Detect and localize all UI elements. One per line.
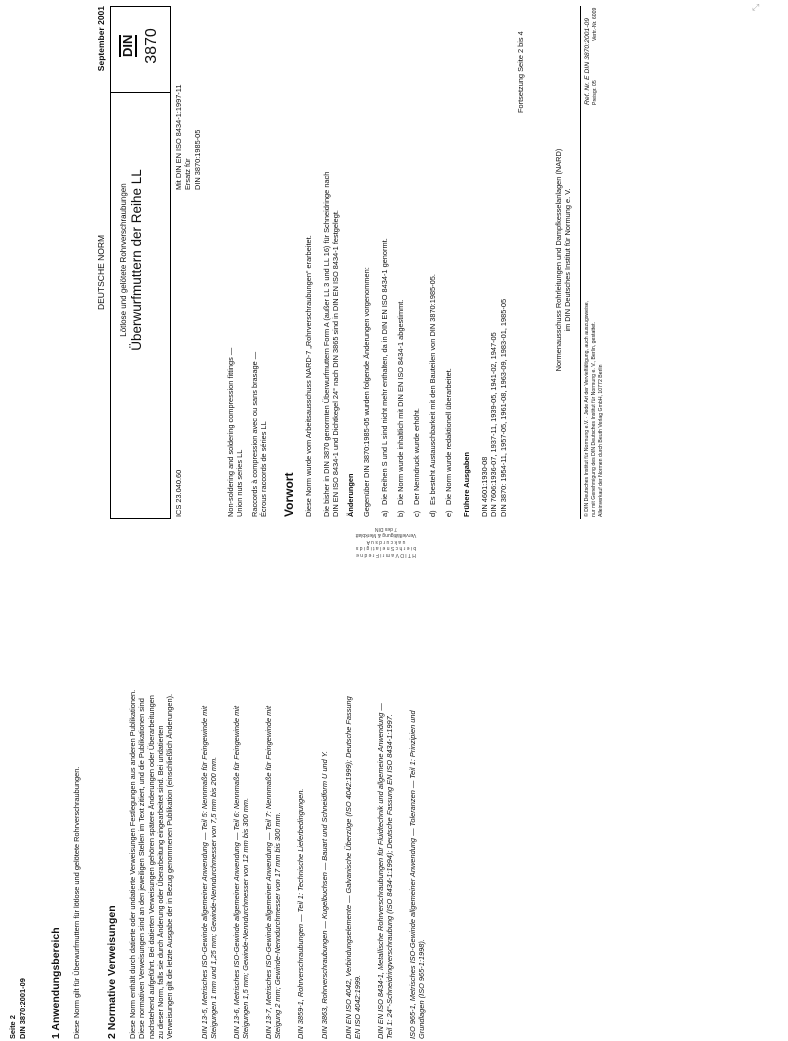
header-rule xyxy=(110,6,111,519)
doc-id: DIN 3870:2001-09 xyxy=(18,978,27,1039)
din-number: 3870 xyxy=(143,28,160,64)
stamp-line: H T I D V a m r i F r e d n e b i e r h c S n e l a t i g i d s u a k c u r d s u A xyxy=(355,539,417,558)
copyright-line: nur mit Genehmigung des DIN Deutsches Institut für Normung e. V., Berlin, gestattet. xyxy=(590,321,597,517)
page-label: Seite 2 xyxy=(8,1015,17,1039)
vorwort-heading: Vorwort xyxy=(282,472,296,517)
aenderung-item: d)Es besteht Austauschbarkeit mit den Bauteilen von DIN 3870:1985-05. xyxy=(428,274,437,517)
copyright-line: Alleinverkauf der Normen durch Beuth Verlag GmbH, 10772 Berlin xyxy=(597,364,604,517)
committee-line: Normenausschuss Rohrleitungen und Dampfkesselanlagen (NARD) xyxy=(554,148,563,372)
committee-block xyxy=(554,135,573,385)
print-stamp xyxy=(355,526,417,558)
text-line: Diese Norm enthält durch datierte oder undatierte Verweisungen Festlegungen aus anderen Publikationen. xyxy=(128,689,137,1039)
replaces-line: Ersatz für xyxy=(183,158,193,190)
reference-item: DIN 3859-1, Rohrverschraubungen — Teil 1: Technische Lieferbedingungen. xyxy=(296,788,305,1039)
vorwort-text-2 xyxy=(322,172,341,517)
text-line: Diese normativen Verweisungen sind an den jeweiligen Stellen im Text zitiert, und die Publikationen sind xyxy=(137,698,147,1039)
copyright-block xyxy=(584,301,604,517)
replaces-line: Mit DIN EN ISO 8434-1:1997-11 xyxy=(174,84,183,190)
fruehere-line: DIN 4601:1930-08 xyxy=(480,456,489,517)
text-line: zu dieser Norm, falls sie durch Änderung oder Überarbeitung eingearbeitet sind. Bei undatierten xyxy=(155,725,165,1039)
document-title: Überwurfmuttern der Reihe LL xyxy=(129,169,144,351)
reference-item: DIN EN ISO 4042, Verbindungselemente — Galvanische Überzüge (ISO 4042:1999); Deutsche Fassung EN ISO 4042:1999. xyxy=(344,696,363,1039)
fruehere-heading: Frühere Ausgaben xyxy=(462,451,471,517)
aenderungen-heading: Änderungen xyxy=(346,473,355,517)
reference-item: DIN 13-6, Metrisches ISO-Gewinde allgemeiner Anwendung — Teil 6: Nennmaße für Feingewinde mit Steigungen 1,5 mm; Gewinde-Nenndurchmesser von 12 mm bis 300 mm. xyxy=(232,705,251,1039)
french-title-line: Raccords à compression avec ou sans brasage — xyxy=(250,351,259,517)
vorwort-line: DIN EN ISO 8434-1 und Dichtkegel 24° nach DIN 3865 sind in DIN EN ISO 8434-1 festgelegt. xyxy=(331,210,341,517)
french-title-line: Écrous raccords de séries LL xyxy=(259,421,269,517)
reference-item: DIN 3863, Rohrverschraubungen — Kugelbuchsen — Bauart und Schneidform U und Y. xyxy=(320,751,329,1039)
replaces-line: DIN 3870:1985-05 xyxy=(192,129,202,190)
document-page-2 xyxy=(0,556,768,1039)
reference-item: ISO 965-1, Metrisches ISO-Gewinde allgemeiner Anwendung — Toleranzen — Teil 1: Prinzipien und Grundlagen (ISO 965-1:1998). xyxy=(408,710,427,1039)
continuation-note: Fortsetzung Seite 2 bis 4 xyxy=(516,31,525,113)
fruehere-list xyxy=(480,299,508,517)
vorwort-line: Die bisher in DIN 3870 genormten Überwurfmuttern Form A (außer LL 3 und LL 16) für Schneidringe nach xyxy=(322,171,331,517)
reference-item: DIN 13-5, Metrisches ISO-Gewinde allgemeiner Anwendung — Teil 5: Nennmaße für Feingewinde mit Steigungen 1 mm und 1,25 mm; Gewinde-Nenndurchmesser von 7,5 mm bis 200 mm. xyxy=(200,705,219,1039)
fruehere-line: DIN 3870: 1954-11, 1957-05, 1961-08, 1963-09, 1983-01, 1985-05 xyxy=(498,298,508,517)
section-1-heading: 1 Anwendungsbereich xyxy=(50,927,62,1039)
section-1-text: Diese Norm gilt für Überwurfmuttern für lötlose und gelötete Rohrverschraubungen. xyxy=(72,766,81,1039)
reference-item: DIN 13-7, Metrisches ISO-Gewinde allgemeiner Anwendung — Teil 7: Nennmaße für Feingewinde mit Steigung 2 mm; Gewinde-Nenndurchmesser von 17 mm bis 300 mm. xyxy=(264,705,283,1039)
vertriebs-number: Vertr.-Nr. 6009 xyxy=(592,7,598,41)
section-2-heading: 2 Normative Verweisungen xyxy=(106,905,118,1039)
reference-item: DIN EN ISO 8434-1, Metallische Rohrverschraubungen für Fluidtechnik und allgemeine Anwendung — Teil 1: 24°-Schneidringverschraubung (ISO 8434-1:1994); Deutsche Fassung EN ISO 8434-1:1997. xyxy=(376,703,395,1039)
aenderung-item: b)Die Norm wurde inhaltlich mit DIN EN ISO 8434-1 abgestimmt. xyxy=(396,299,405,517)
aenderung-item: a)Die Reihen S und L sind nicht mehr enthalten, da in DIN EN ISO 8434-1 genormt. xyxy=(380,238,389,517)
aenderungen-intro: Gegenüber DIN 3870:1985-05 wurden folgende Änderungen vorgenommen: xyxy=(362,267,371,517)
document-page-1 xyxy=(0,0,768,530)
aenderung-item: e)Die Norm wurde redaktionell überarbeitet. xyxy=(444,368,453,517)
title-rule xyxy=(170,6,171,519)
document-subtitle: Lötlose und gelötete Rohrverschraubungen xyxy=(119,183,128,337)
expand-icon[interactable]: ⤢ xyxy=(752,2,760,12)
ics-code: ICS 23.040.60 xyxy=(174,469,183,517)
text-line: Verweisungen gilt die letzte Ausgabe der in Bezug genommenen Publikation (einschließlich Änderungen). xyxy=(165,693,174,1039)
title-box-left xyxy=(110,518,170,519)
stamp-line: Vervielfältigung & Merkblatt 7 des DIN xyxy=(355,526,417,539)
ref-line: Preisgr. 05 xyxy=(592,80,599,105)
title-box-divider xyxy=(110,92,170,93)
aenderung-item: c)Der Nenndruck wurde erhöht. xyxy=(412,408,421,517)
norm-header: DEUTSCHE NORM xyxy=(96,234,106,310)
french-title xyxy=(250,352,269,517)
english-title-line: Non-soldering and soldering compression fittings — xyxy=(226,347,235,517)
english-title-line: Union nuts series LL xyxy=(235,449,245,517)
fruehere-line: DIN 7606:1936-07, 1937-11, 1939-05, 1941-02, 1947-05 xyxy=(489,332,499,517)
footer-rule xyxy=(580,6,581,519)
replaces-block xyxy=(174,85,202,190)
copyright-line: © DIN Deutsches Institut für Normung e.V. · Jede Art der Vervielfältigung, auch auszugsweise, xyxy=(584,300,590,517)
committee-line: im DIN Deutsches Institut für Normung e. V. xyxy=(563,188,573,332)
ref-line: Ref. Nr. E DIN 3870:2001-09 xyxy=(584,17,591,105)
section-2-text xyxy=(128,569,174,1039)
vorwort-text: Diese Norm wurde vom Arbeitsausschuss NARD-7 „Rohrverschraubungen“ erarbeitet. xyxy=(304,235,313,517)
english-title xyxy=(226,348,245,517)
text-line: nachstehend aufgeführt. Bei datierten Verweisungen gehören spätere Änderungen oder Überarbeitungen xyxy=(146,695,156,1039)
din-logo: DIN xyxy=(120,34,135,57)
publication-date: September 2001 xyxy=(96,6,106,72)
